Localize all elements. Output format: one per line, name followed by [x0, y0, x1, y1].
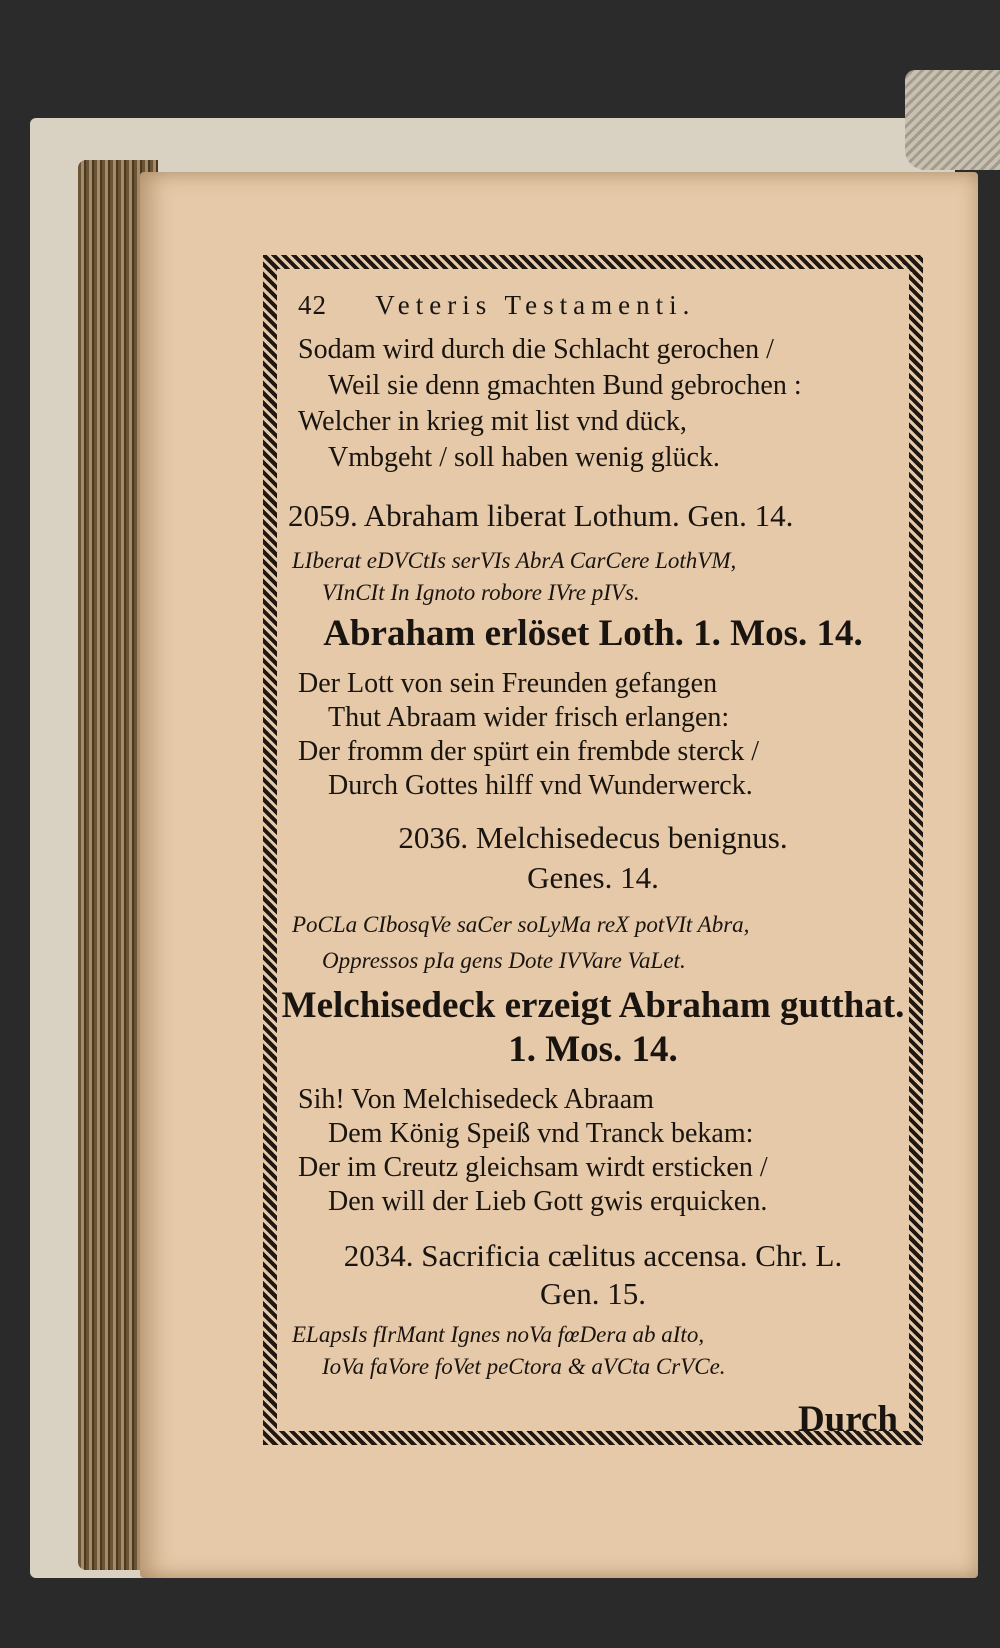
entry-heading: Gen. 15. [540, 1276, 646, 1311]
running-header [298, 290, 898, 321]
verse-line: Vmbgeht / soll haben wenig glück. [328, 442, 720, 473]
verse-line: Dem König Speiß vnd Tranck bekam: [328, 1118, 754, 1149]
verse-line: Durch Gottes hilff vnd Wunderwerck. [328, 770, 753, 801]
ribbon-bookmark [905, 70, 1000, 170]
entry-heading: 2034. Sacrificia cælitus accensa. Chr. L. [343, 1238, 843, 1273]
text-block [278, 272, 908, 1440]
german-title: Abraham erlöset Loth. 1. Mos. 14. [323, 613, 863, 654]
verse-line: Thut Abraam wider frisch erlangen: [328, 702, 730, 733]
latin-line: ELapsIs fIrMant Ignes noVa fœDera ab aIto, [292, 1322, 705, 1347]
latin-line: VInCIt In Ignoto robore IVre pIVs. [322, 580, 640, 605]
entry-heading: 2059. Abraham liberat Lothum. Gen. 14. [288, 498, 794, 533]
verse-line: Den will der Lieb Gott gwis erquicken. [328, 1186, 768, 1217]
latin-line: PoCLa CIbosqVe saCer soLyMa reX potVIt Abra, [292, 912, 750, 937]
entry-heading: 2036. Melchisedecus benignus. [398, 820, 788, 855]
entry-heading: Genes. 14. [527, 860, 659, 895]
german-title: 1. Mos. 14. [508, 1029, 678, 1070]
page-number: 42 [298, 290, 327, 320]
latin-line: Oppressos pIa gens Dote IVVare VaLet. [322, 948, 686, 973]
german-title: Melchisedeck erzeigt Abraham gutthat. [281, 985, 905, 1026]
background [0, 0, 1000, 120]
verse-line: Der im Creutz gleichsam wirdt ersticken / [298, 1152, 768, 1183]
verse-line: Der Lott von sein Freunden gefangen [298, 668, 718, 699]
verse-line: Sih! Von Melchisedeck Abraam [298, 1084, 654, 1115]
latin-line: IoVa faVore foVet peCtora & aVCta CrVCe. [322, 1354, 726, 1379]
catchword: Durch [797, 1399, 898, 1440]
latin-line: LIberat eDVCtIs serVIs AbrA CarCere LothVM, [292, 548, 737, 573]
verse-line: Weil sie denn gmachten Bund gebrochen : [328, 370, 802, 401]
verse-line: Welcher in krieg mit list vnd dück, [298, 406, 687, 437]
verse-line: Der fromm der spürt ein frembde sterck / [298, 736, 760, 767]
running-title: Veteris Testamenti. [375, 290, 696, 320]
verse-line: Sodam wird durch die Schlacht gerochen / [298, 334, 774, 365]
